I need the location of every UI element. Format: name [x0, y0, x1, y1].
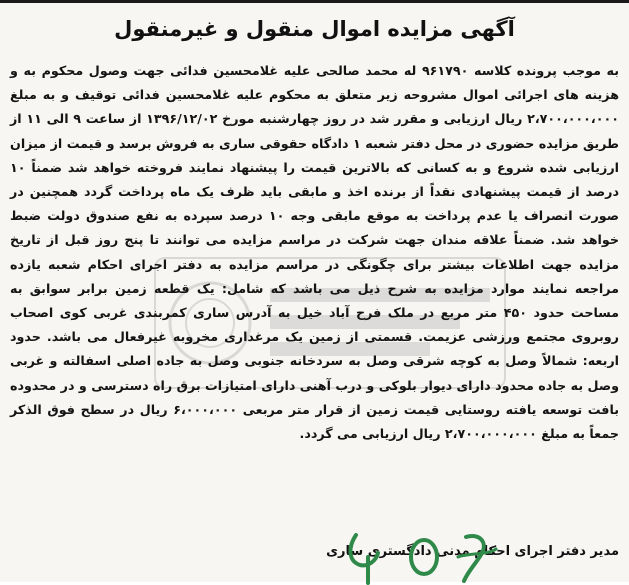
signature-title: مدیر دفتر اجرای احکام مدنی دادگستری ساری [326, 544, 619, 559]
notice-title: آگهی مزایده اموال منقول و غیرمنقول [114, 17, 515, 41]
notice-body: به موجب پرونده کلاسه ۹۶۱۷۹۰ له محمد صالحی علیه غلامحسین فدائی جهت وصول محکوم به و هزینه های اجرائی اموال مشروحه زیر متعلق به محکوم علیه غلامحسین فدائی توقیف و به مبلغ ۲،۷۰۰،۰۰۰،۰۰۰ ریال ارزیابی و مقرر شد در روز چهارشنبه مورخ ۱۳۹۶/۱۲/۰۲ از ساعت ۹ الی ۱۱ از طریق مزایده حضوری در محل دفتر شعبه ۱ دادگاه حقوقی ساری به فروش برسد و قیمت از میزان ارزیابی شده شروع و به کسانی که بالاترین قیمت را پیشنهاد نمایند فروخته خواهد شد ضمناً ۱۰ درصد از قیمت پیشنهادی نقداً از برنده اخذ و مابقی باید ظرف یک ماه پرداخت گردد همچنین در صورت انصراف یا عدم پرداخت به موقع مابقی وجه ۱۰ درصد سپرده به نفع صندوق دولت ضبط خواهد شد. ضمناً علاقه مندان جهت شرکت در مراسم مزایده می توانند تا پنج روز قبل از تاریخ مزایده جهت اطلاعات بیشتر برای چگونگی در مراسم مزایده به دفتر اجرای احکام شعبه یازده مراجعه نمایند موارد مزایده به شرح ذیل می باشد که شامل: یک قطعه زمین برابر سوابق به مساحت حدود ۴۵۰ متر مربع در ملک فرح آباد خیل به آدرس ساری کمربندی غربی کوی اصحاب روبروی مجتمع ورزشی عزیمت. قسمتی از زمین یک مرغداری مخروبه غیرفعال می باشد. حدود اربعه: شمالاً وصل به کوچه شرقی وصل به سردخانه جنوبی وصل به جاده اصلی اسفالته و غربی وصل به جاده محدود دارای دیوار بلوکی و درب آهنی دارای امتیازات برق راه دسترسی و در محدوده بافت توسعه یافته روستایی قیمت زمین از قرار متر مربعی ۶،۰۰۰،۰۰۰ ریال در سطح فوق الذکر جمعاً به مبلغ ۲،۷۰۰،۰۰۰،۰۰۰ ریال ارزیابی می گردد. [10, 63, 620, 442]
handwritten-mark [338, 527, 508, 585]
